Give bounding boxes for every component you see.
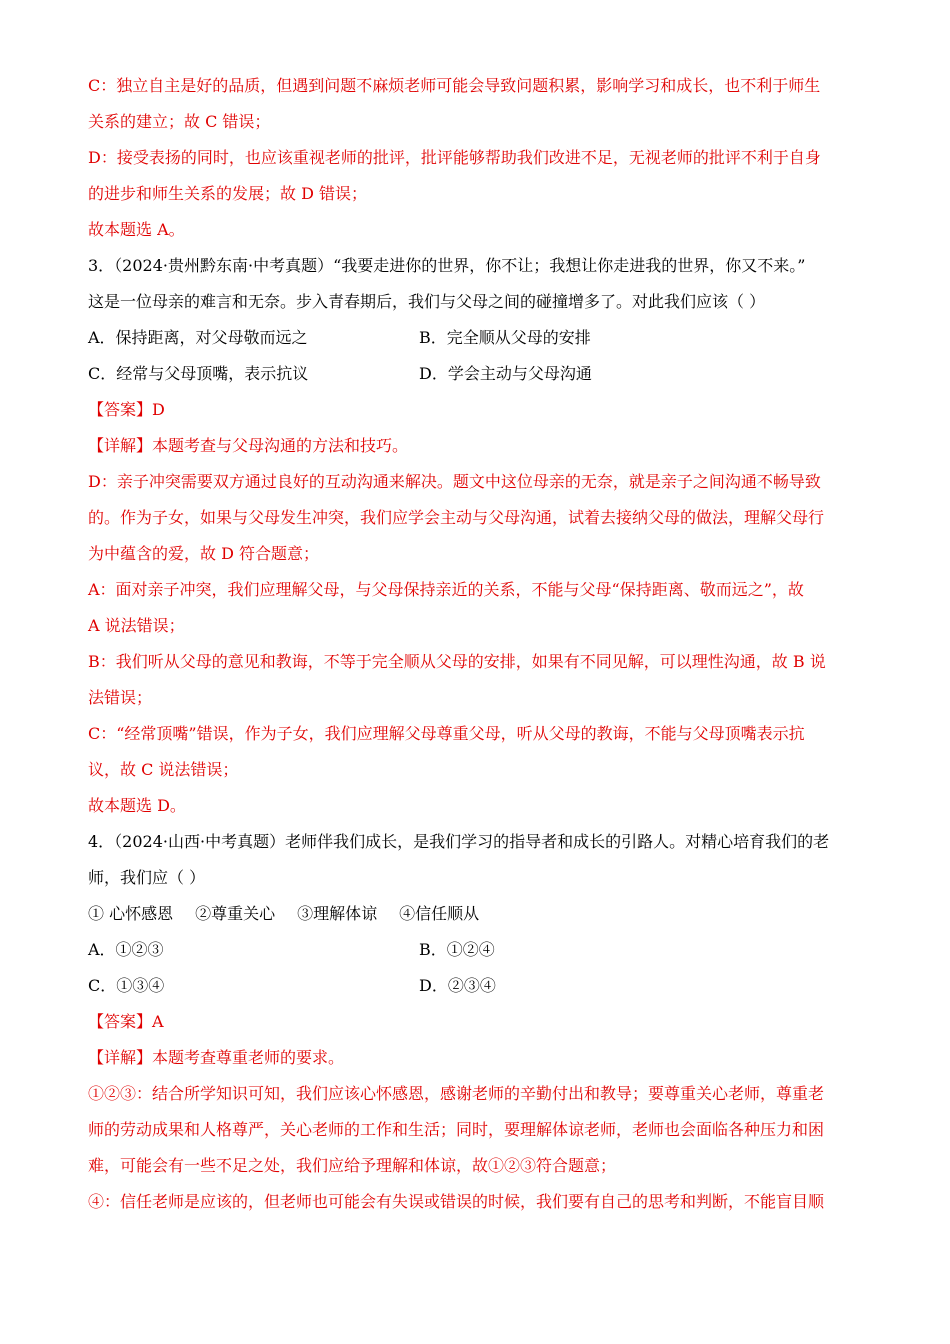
q4-options-row1	[88, 932, 868, 968]
q4-statement-1: ① 心怀感恩	[88, 904, 174, 923]
q4-explanation-123-line2: 师的劳动成果和人格尊严，关心老师的工作和生活；同时，要理解体谅老师，老师也会面临各种压力和困	[88, 1120, 825, 1139]
explanation-c-line1: C：独立自主是好的品质，但遇到问题不麻烦老师可能会导致问题积累，影响学习和成长，也不利于师生	[88, 76, 821, 95]
q3-option-c: C．经常与父母顶嘴，表示抗议	[88, 364, 309, 383]
q3-stem-line1: 3．（2024·贵州黔东南·中考真题）“我要走进你的世界，你不让；我想让你走进我的世界，你又不来。”	[88, 256, 806, 275]
q3-explanation-c-line2: 议，故 C 说法错误；	[88, 760, 239, 779]
q4-option-d: D．②③④	[419, 976, 496, 995]
q4-statement-2: ②尊重关心	[195, 904, 276, 923]
q4-option-b: B．①②④	[419, 940, 495, 959]
q4-option-a: A．①②③	[88, 940, 164, 959]
q4-stem-line1: 4．（2024·山西·中考真题）老师伴我们成长，是我们学习的指导者和成长的引路人。对精心培育我们的老	[88, 832, 830, 851]
previous-question-explanation	[88, 68, 868, 248]
q3-explanation-b-line1: B：我们听从父母的意见和教诲，不等于完全顺从父母的安排，如果有不同见解，可以理性沟通，故 B 说	[88, 652, 826, 671]
q4-answer: 【答案】A	[88, 1012, 164, 1031]
q3-explanation-c-line1: C：“经常顶嘴”错误，作为子女，我们应理解父母尊重父母，听从父母的教诲，不能与父母顶嘴表示抗	[88, 724, 805, 743]
q3-explanation-d-line1: D：亲子冲突需要双方通过良好的互动沟通来解决。题文中这位母亲的无奈，就是亲子之间沟通不畅导致	[88, 472, 821, 491]
q3-option-a: A．保持距离，对父母敬而远之	[88, 328, 308, 347]
q3-detail: 【详解】本题考查与父母沟通的方法和技巧。	[88, 436, 409, 455]
question-3	[88, 248, 868, 824]
explanation-conclusion: 故本题选 A。	[88, 220, 185, 239]
q3-stem-line2: 这是一位母亲的难言和无奈。步入青春期后，我们与父母之间的碰撞增多了。对此我们应该（ ）	[88, 292, 766, 311]
explanation-c-line2: 关系的建立；故 C 错误；	[88, 112, 271, 131]
q3-explanation-a-line2: A 说法错误；	[88, 616, 185, 635]
q4-option-c: C．①③④	[88, 976, 165, 995]
q3-explanation-b-line2: 法错误；	[88, 688, 153, 707]
q3-option-b: B．完全顺从父母的安排	[419, 328, 591, 347]
q4-detail: 【详解】本题考查尊重老师的要求。	[88, 1048, 345, 1067]
q3-explanation-d-line3: 为中蕴含的爱，故 D 符合题意；	[88, 544, 320, 563]
q3-conclusion: 故本题选 D。	[88, 796, 186, 815]
q4-explanation-4-line1: ④：信任老师是应该的，但老师也可能会有失误或错误的时候，我们要有自己的思考和判断，不能盲目顺	[88, 1192, 825, 1211]
q4-explanation-123-line3: 难，可能会有一些不足之处，我们应给予理解和体谅，故①②③符合题意；	[88, 1156, 617, 1175]
q4-options-row2	[88, 968, 868, 1004]
document-page	[88, 68, 868, 1220]
q3-options-row1	[88, 320, 868, 356]
explanation-d-line1: D：接受表扬的同时，也应该重视老师的批评，批评能够帮助我们改进不足，无视老师的批评不利于自身	[88, 148, 821, 167]
q4-statement-3: ③理解体谅	[297, 904, 378, 923]
q3-explanation-d-line2: 的。作为子女，如果与父母发生冲突，我们应学会主动与父母沟通，试着去接纳父母的做法，理解父母行	[88, 508, 825, 527]
q4-explanation-123-line1: ①②③：结合所学知识可知，我们应该心怀感恩，感谢老师的辛勤付出和教导；要尊重关心老师，尊重老	[88, 1084, 825, 1103]
q3-explanation-a-line1: A：面对亲子冲突，我们应理解父母，与父母保持亲近的关系，不能与父母“保持距离、敬而远之”，故	[88, 580, 804, 599]
q3-options-row2	[88, 356, 868, 392]
q3-option-d: D．学会主动与父母沟通	[419, 364, 592, 383]
question-4	[88, 824, 868, 1220]
explanation-d-line2: 的进步和师生关系的发展；故 D 错误；	[88, 184, 368, 203]
q4-stem-line2: 师，我们应（ ）	[88, 868, 206, 887]
q4-statements	[88, 896, 868, 932]
q3-answer: 【答案】D	[88, 400, 165, 419]
q4-statement-4: ④信任顺从	[399, 904, 480, 923]
